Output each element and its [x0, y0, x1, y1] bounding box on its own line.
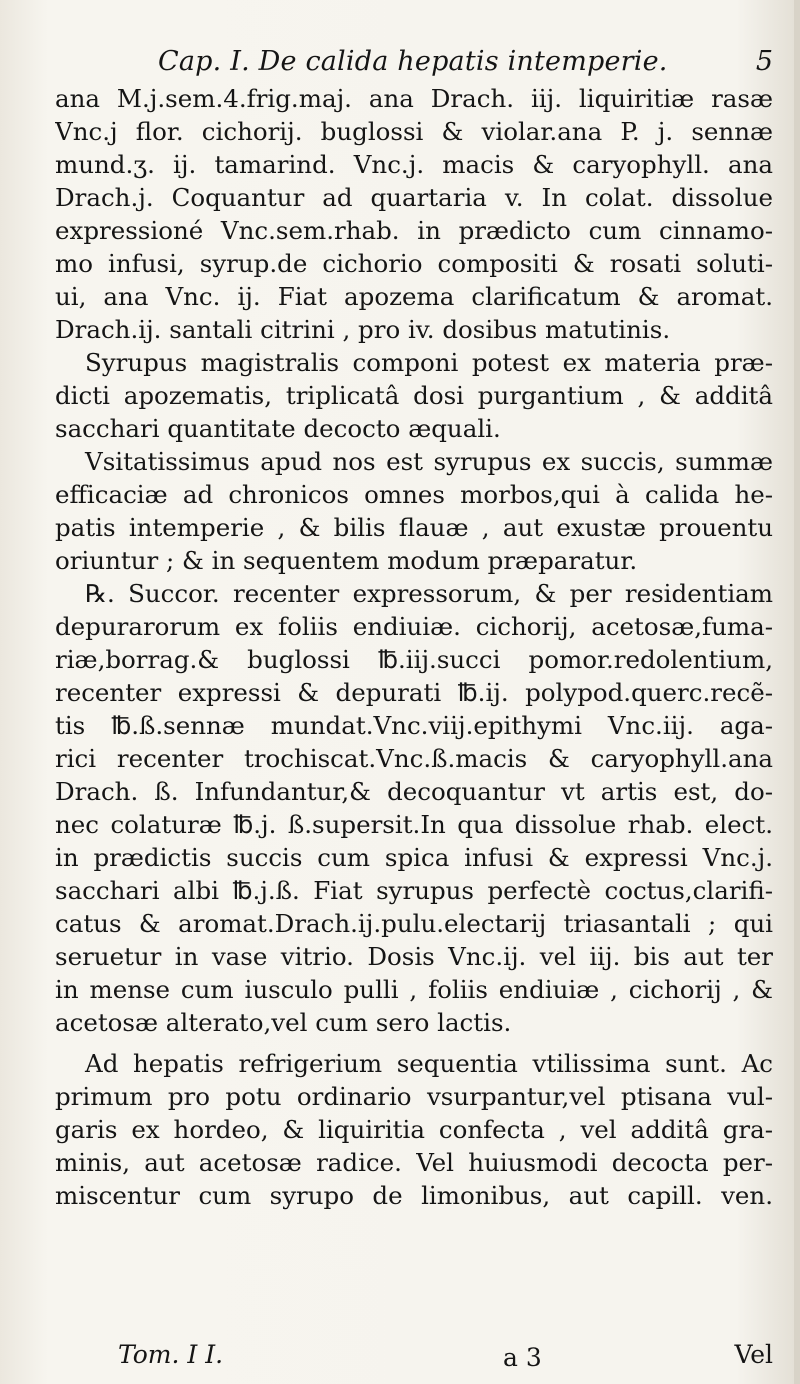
text-line: Syrupus magistralis componi potest ex materia præ-	[85, 348, 773, 377]
text-line: tis ℔.ß.sennæ mundat.Vnc.viij.epithymi Vnc.iij. aga-	[55, 711, 773, 740]
volume-mark: Tom. I I.	[118, 1340, 224, 1369]
running-header	[158, 46, 773, 86]
text-line: oriuntur ; & in sequentem modum præparatur.	[55, 546, 638, 575]
text-line: expressioné Vnc.sem.rhab. in prædicto cum cinnamo-	[55, 216, 773, 245]
text-line: mo infusi, syrup.de cichorio compositi & rosati soluti-	[55, 249, 773, 278]
text-line: depurarorum ex foliis endiuiæ. cichorij, acetosæ,fuma-	[55, 612, 773, 641]
text-line: Ad hepatis refrigerium sequentia vtilissima sunt. Ac	[85, 1049, 773, 1078]
text-line: miscentur cum syrupo de limonibus, aut capill. ven.	[55, 1181, 773, 1210]
text-line: patis intemperie , & bilis flauæ , aut exustæ prouentu	[55, 513, 773, 542]
text-line: in mense cum iusculo pulli , foliis endiuiæ , cichorij , &	[55, 975, 773, 1004]
page-footer	[118, 1340, 773, 1380]
text-line: Drach. ß. Infundantur,& decoquantur vt artis est, do-	[55, 777, 773, 806]
text-line: riæ,borrag.& buglossi ℔.iij.succi pomor.redolentium,	[55, 645, 773, 674]
text-line: efficaciæ ad chronicos omnes morbos,qui à calida he-	[55, 480, 773, 509]
text-line: recenter expressi & depurati ℔.ij. polypod.querc.recẽ-	[55, 678, 773, 707]
text-line: seruetur in vase vitrio. Dosis Vnc.ij. vel iij. bis aut ter	[55, 942, 773, 971]
text-line: ui, ana Vnc. ij. Fiat apozema clarificatum & aromat.	[55, 282, 773, 311]
text-line: minis, aut acetosæ radice. Vel huiusmodi decocta per-	[55, 1148, 773, 1177]
page-number: 5	[755, 46, 773, 77]
text-block	[55, 82, 773, 1212]
catchword: Vel	[734, 1340, 773, 1369]
paragraph-gap	[55, 1039, 773, 1047]
text-line: primum pro potu ordinario vsurpantur,vel ptisana vul-	[55, 1082, 773, 1111]
text-line: catus & aromat.Drach.ij.pulu.electarij triasantali ; qui	[55, 909, 773, 938]
text-line: rici recenter trochiscat.Vnc.ß.macis & caryophyll.ana	[55, 744, 773, 773]
text-line: ℞. Succor. recenter expressorum, & per residentiam	[85, 579, 773, 608]
text-line: Vnc.j flor. cichorij. buglossi & violar.ana P. j. sennæ	[55, 117, 773, 146]
text-line: garis ex hordeo, & liquiritia confecta , vel additâ gra-	[55, 1115, 773, 1144]
text-line: sacchari quantitate decocto æquali.	[55, 414, 501, 443]
text-line: Vsitatissimus apud nos est syrupus ex succis, summæ	[85, 447, 773, 476]
text-line: sacchari albi ℔.j.ß. Fiat syrupus perfectè coctus,clarifi-	[55, 876, 773, 905]
text-line: acetosæ alterato,vel cum sero lactis.	[55, 1008, 512, 1037]
page-edge	[794, 0, 800, 1384]
text-line: Drach.j. Coquantur ad quartaria v. In colat. dissolue	[55, 183, 773, 212]
text-line: mund.ʒ. ij. tamarind. Vnc.j. macis & caryophyll. ana	[55, 150, 773, 179]
running-title: Cap. I. De calida hepatis intemperie.	[158, 46, 668, 77]
text-line: in prædictis succis cum spica infusi & expressi Vnc.j.	[55, 843, 773, 872]
text-line: Drach.ij. santali citrini , pro iv. dosibus matutinis.	[55, 315, 671, 344]
signature-mark: a 3	[503, 1343, 542, 1372]
text-line: dicti apozematis, triplicatâ dosi purgantium , & additâ	[55, 381, 773, 410]
text-line: nec colaturæ ℔.j. ß.supersit.In qua dissolue rhab. elect.	[55, 810, 773, 839]
text-line: ana M.j.sem.4.frig.maj. ana Drach. iij. liquiritiæ rasæ	[55, 84, 773, 113]
